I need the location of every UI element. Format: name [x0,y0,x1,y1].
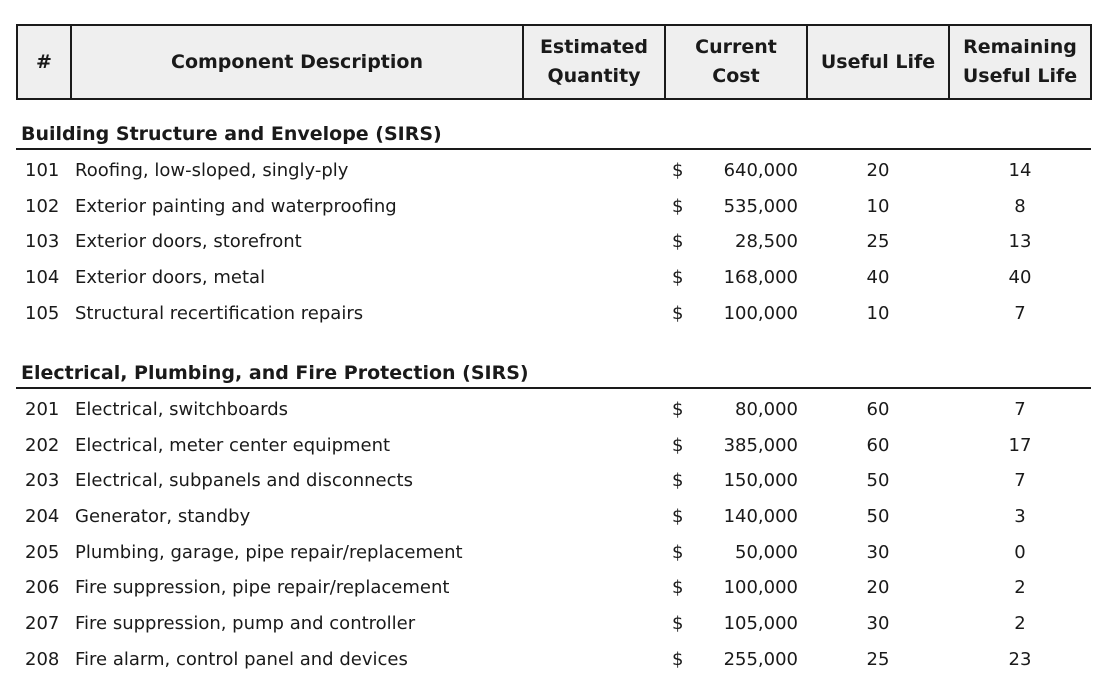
row-cost: 100,000 [723,577,798,598]
row-number: 104 [25,267,60,288]
row-number: 207 [25,613,60,634]
row-description: Electrical, switchboards [75,399,288,420]
row-remaining-life: 8 [1014,196,1026,217]
currency-symbol: $ [672,506,684,527]
currency-symbol: $ [672,613,684,634]
row-description: Fire suppression, pump and controller [75,613,416,634]
row-number: 201 [25,399,60,420]
row-description: Plumbing, garage, pipe repair/replacement [75,542,463,563]
row-number: 202 [25,435,60,456]
currency-symbol: $ [672,470,684,491]
row-description: Exterior painting and waterproofing [75,196,397,217]
row-number: 205 [25,542,60,563]
row-useful-life: 50 [866,470,890,491]
table-row [0,153,1112,189]
column-header-remaining-life: Remaining Useful Life [949,25,1091,99]
section-divider [16,148,1091,150]
row-description: Structural recertification repairs [75,303,364,324]
table-row [0,570,1112,606]
row-remaining-life: 2 [1014,613,1026,634]
currency-symbol: $ [672,303,684,324]
row-remaining-life: 7 [1014,303,1026,324]
column-header-table [16,24,1092,100]
table-row [0,260,1112,296]
row-useful-life: 40 [866,267,890,288]
table-row [0,296,1112,332]
row-cost: 28,500 [735,231,798,252]
section-divider [16,387,1091,389]
row-useful-life: 25 [866,231,890,252]
row-number: 103 [25,231,60,252]
row-useful-life: 10 [866,196,890,217]
currency-symbol: $ [672,231,684,252]
currency-symbol: $ [672,577,684,598]
row-useful-life: 20 [866,160,890,181]
row-description: Fire alarm, control panel and devices [75,649,408,670]
table-row [0,392,1112,428]
table-row [0,224,1112,260]
column-header-cost: Current Cost [665,25,807,99]
table-row [0,642,1112,678]
row-remaining-life: 17 [1008,435,1032,456]
row-useful-life: 50 [866,506,890,527]
row-description: Roofing, low-sloped, singly-ply [75,160,349,181]
row-description: Exterior doors, metal [75,267,266,288]
row-remaining-life: 7 [1014,399,1026,420]
row-useful-life: 60 [866,435,890,456]
row-remaining-life: 40 [1008,267,1032,288]
row-cost: 385,000 [723,435,798,456]
row-cost: 140,000 [723,506,798,527]
row-number: 206 [25,577,60,598]
row-cost: 50,000 [735,542,798,563]
table-row [0,606,1112,642]
row-cost: 535,000 [723,196,798,217]
row-remaining-life: 3 [1014,506,1026,527]
row-remaining-life: 0 [1014,542,1026,563]
row-cost: 168,000 [723,267,798,288]
row-number: 101 [25,160,60,181]
column-header-number: # [17,25,71,99]
row-cost: 640,000 [723,160,798,181]
row-cost: 80,000 [735,399,798,420]
row-useful-life: 25 [866,649,890,670]
currency-symbol: $ [672,435,684,456]
row-useful-life: 20 [866,577,890,598]
row-description: Electrical, meter center equipment [75,435,391,456]
column-header-row [17,25,1091,99]
row-number: 105 [25,303,60,324]
row-cost: 100,000 [723,303,798,324]
row-cost: 105,000 [723,613,798,634]
row-cost: 255,000 [723,649,798,670]
row-remaining-life: 2 [1014,577,1026,598]
table-row [0,189,1112,225]
section-title-building: Building Structure and Envelope (SIRS) [21,123,442,145]
currency-symbol: $ [672,399,684,420]
row-description: Fire suppression, pipe repair/replacement [75,577,450,598]
table-row [0,535,1112,571]
row-useful-life: 30 [866,542,890,563]
row-cost: 150,000 [723,470,798,491]
row-description: Electrical, subpanels and disconnects [75,470,413,491]
row-remaining-life: 13 [1008,231,1032,252]
currency-symbol: $ [672,649,684,670]
row-number: 204 [25,506,60,527]
row-number: 102 [25,196,60,217]
column-header-useful-life: Useful Life [807,25,949,99]
table-row [0,463,1112,499]
row-number: 208 [25,649,60,670]
table-row [0,499,1112,535]
row-remaining-life: 23 [1008,649,1032,670]
section-title-electrical: Electrical, Plumbing, and Fire Protection (SIRS) [21,362,529,384]
table-row [0,428,1112,464]
row-remaining-life: 7 [1014,470,1026,491]
currency-symbol: $ [672,160,684,181]
row-remaining-life: 14 [1008,160,1032,181]
row-useful-life: 60 [866,399,890,420]
row-useful-life: 10 [866,303,890,324]
currency-symbol: $ [672,267,684,288]
currency-symbol: $ [672,196,684,217]
currency-symbol: $ [672,542,684,563]
row-number: 203 [25,470,60,491]
column-header-description: Component Description [71,25,523,99]
row-useful-life: 30 [866,613,890,634]
row-description: Generator, standby [75,506,251,527]
row-description: Exterior doors, storefront [75,231,302,252]
column-header-quantity: Estimated Quantity [523,25,665,99]
